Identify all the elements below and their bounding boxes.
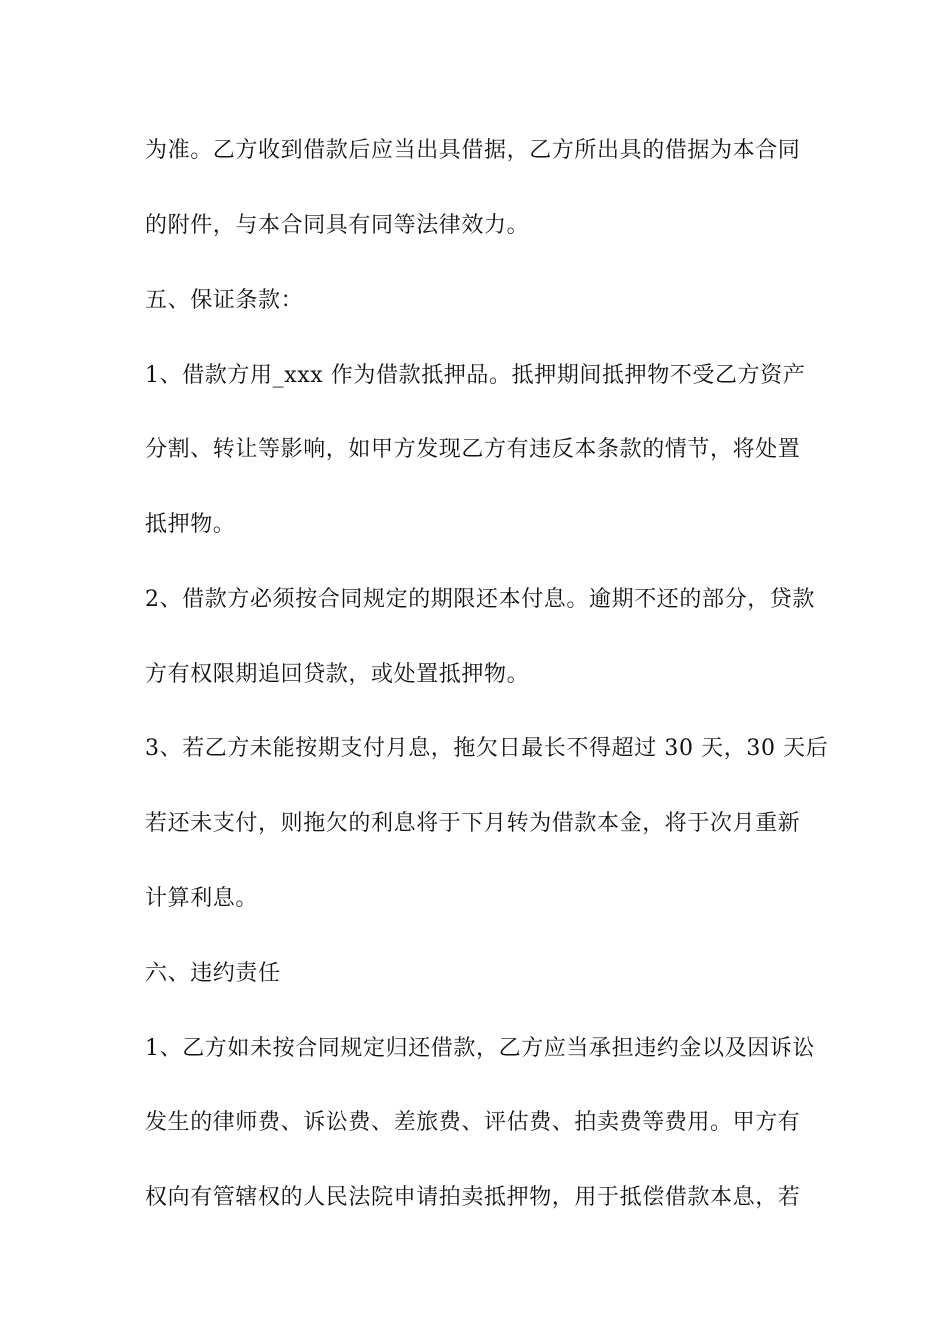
text-line-15: 权向有管辖权的人民法院申请拍卖抵押物，用于抵偿借款本息，若 [145,1185,801,1210]
text-line-1: 为准。乙方收到借款后应当出具借据，乙方所出具的借据为本合同 [145,138,801,163]
section-heading-guarantee: 五、保证条款： [145,288,304,313]
text-line-14: 发生的律师费、诉讼费、差旅费、评估费、拍卖费等费用。甲方有 [145,1110,801,1135]
text-line-13: 1、乙方如未按合同规定归还借款，乙方应当承担违约金以及因诉讼 [145,1036,815,1061]
text-line-2: 的附件，与本合同具有同等法律效力。 [145,213,530,238]
text-line-8: 方有权限期追回贷款，或处置抵押物。 [145,662,530,687]
text-line-11: 计算利息。 [145,886,259,911]
text-line-5: 分割、转让等影响，如甲方发现乙方有违反本条款的情节，将处置 [145,437,801,462]
text-line-9: 3、若乙方未能按期支付月息，拖欠日最长不得超过 30 天，30 天后 [145,736,829,761]
text-line-10: 若还未支付，则拖欠的利息将于下月转为借款本金，将于次月重新 [145,811,801,836]
text-line-6: 抵押物。 [145,512,236,537]
text-line-4: 1、借款方用_xxx 作为借款抵押品。抵押期间抵押物不受乙方资产 [145,363,806,388]
section-heading-liability: 六、违约责任 [145,961,281,986]
text-line-7: 2、借款方必须按合同规定的期限还本付息。逾期不还的部分，贷款 [145,587,815,612]
